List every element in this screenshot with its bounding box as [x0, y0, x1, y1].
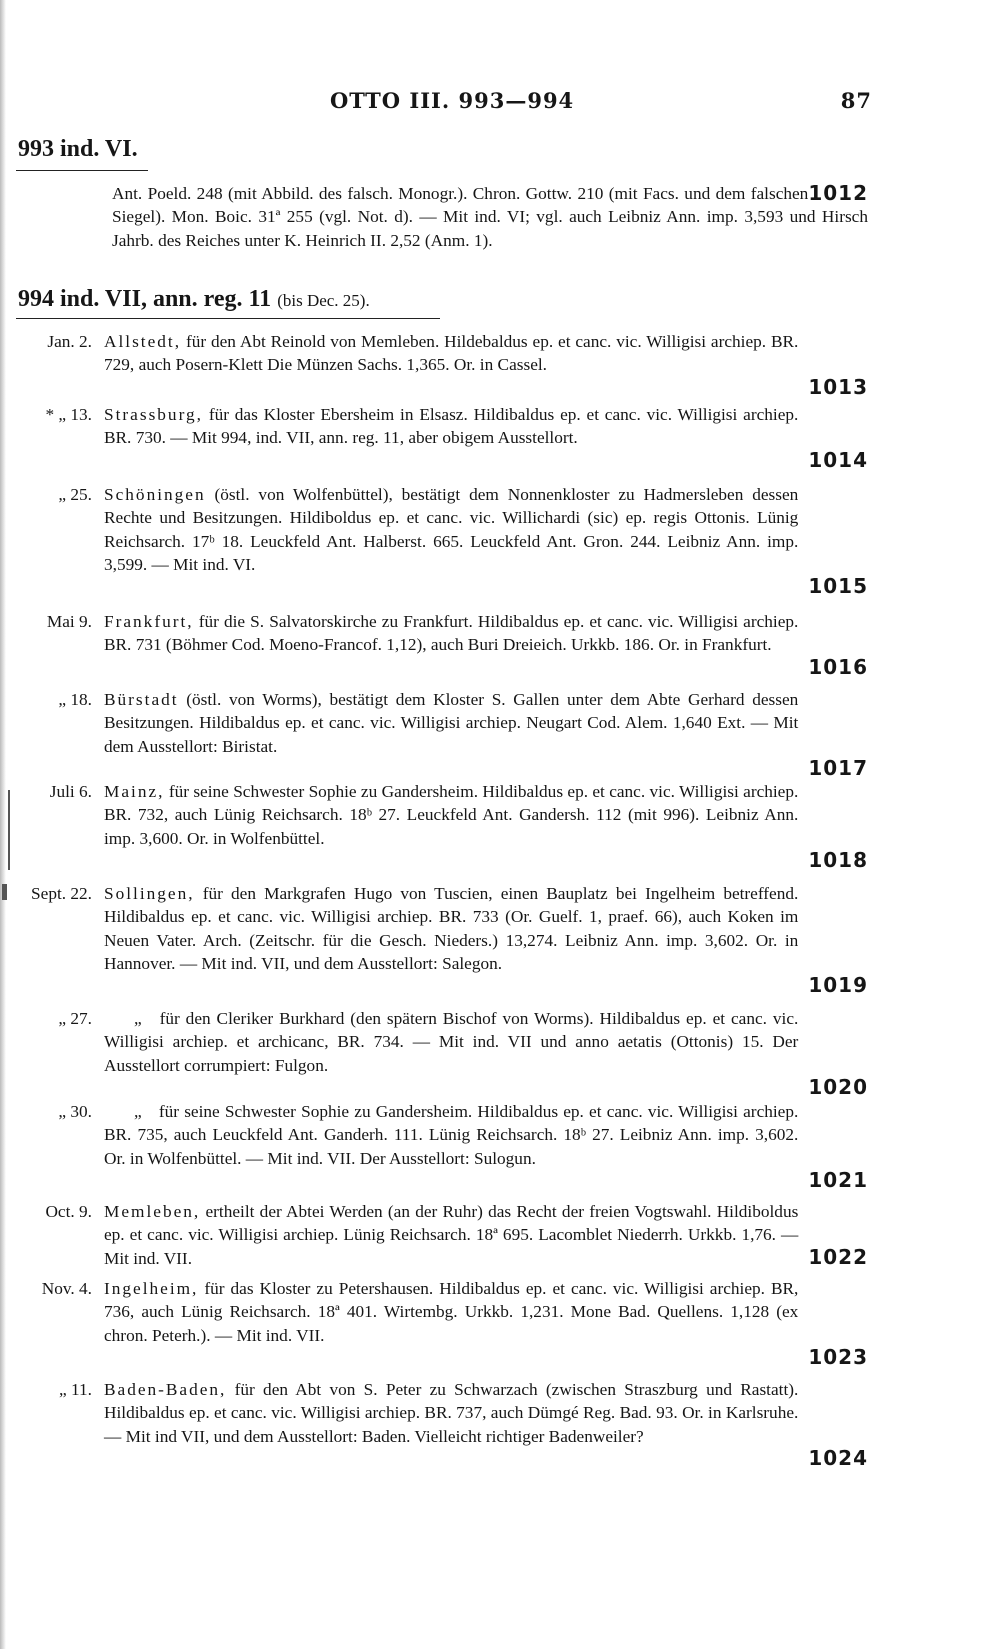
page-number: 87 [840, 88, 872, 113]
entry-number: 1020 [808, 1075, 868, 1099]
entry-text: für seine Schwester Sophie zu Gandersheim. Hildibaldus ep. et canc. vic. Willigisi archiep. BR. 732, auch Lünig Reichsarch. 18ᵇ 27. Leuckfeld Ant. Gandersh. 112 (mit 996). Leibniz Ann. imp. 3,600. Or. in Wolfenbüttel. [104, 782, 799, 848]
entry-text: für das Kloster Ebersheim in Elsasz. Hildibaldus ep. et canc. vic. Willigisi archiep. BR. 730. — Mit 994, ind. VII, ann. reg. 11, aber obigem Ausstellort. [104, 405, 799, 448]
scan-edge [0, 0, 6, 1649]
entry-number: 1021 [808, 1168, 868, 1192]
entry-date: Juli 6. [49, 782, 92, 801]
entry-place: Strassburg, [104, 405, 203, 424]
entry-body [104, 1277, 868, 1369]
intro-text: Ant. Poeld. 248 (mit Abbild. des falsch. Monogr.). Chron. Gottw. 210 (mit Facs. und dem falschen Siegel). Mon. Boic. 31ª 255 (vgl. Not. d). — Mit ind. VI; vgl. auch Leibniz Ann. imp. 3,593 und Hirsch Jahrb. des Reiches unter K. Heinrich II. 2,52 (Anm. 1). [112, 184, 868, 250]
entry-number: 1018 [808, 848, 868, 872]
entry-text: für die S. Salvatorskirche zu Frankfurt. Hildibaldus ep. et canc. vic. Willigisi archiep. BR. 731 (Böhmer Cod. Moeno-Francof. 1,12), auch Buri Dreieich. Urkkb. 186. Or. in Frankfurt. [104, 612, 799, 655]
entry-body [104, 1200, 868, 1270]
page-title: OTTO III. 993—994 [330, 88, 575, 113]
entry-date: Jan. 2. [47, 332, 92, 351]
entry-number: 1014 [808, 448, 868, 472]
entry-date: „ 11. [59, 1380, 92, 1399]
entry-number: 1017 [808, 756, 868, 780]
entry-number: 1012 [808, 181, 868, 205]
year-heading-994: 994 ind. VII, ann. reg. 11 (bis Dec. 25). [18, 286, 370, 312]
year-note: (bis Dec. 25). [277, 291, 370, 310]
entry-date: Oct. 9. [45, 1202, 92, 1221]
entry-body [104, 688, 868, 780]
entry-number: 1024 [808, 1446, 868, 1470]
entry-body [104, 780, 868, 872]
entry-date: „ 18. [58, 690, 92, 709]
entry-place: „ [134, 1102, 144, 1121]
entry-date: „ 27. [58, 1009, 92, 1028]
entry-date: Mai 9. [46, 612, 92, 631]
entry-text: ertheilt der Abtei Werden (an der Ruhr) das Recht der freien Vogtswahl. Hildiboldus ep. et canc. vic. Willigisi archiep. Lünig Reichsarch. 18ª 695. Lacomblet Niederrh. Urkkb. 1,76. — Mit ind. VII. [104, 1202, 799, 1268]
entry-text: (östl. von Worms), bestätigt dem Kloster S. Gallen unter dem Abte Gerhard dessen Besitzungen. Hildibaldus ep. et canc. vic. Willigisi archiep. Neugart Cod. Alem. 1,640 Ext. — Mit dem Ausstellort: Biristat. [104, 690, 799, 756]
entry-body [104, 483, 868, 598]
entry-text: für seine Schwester Sophie zu Gandersheim. Hildibaldus ep. et canc. vic. Willigisi archiep. BR. 735, auch Leuckfeld Ant. Ganderh. 111. Lünig Reichsarch. 18ᵇ 27. Leibniz Ann. imp. 3,602. Or. in Wolfenbüttel. — Mit ind. VII. Der Ausstellort: Sulogun. [104, 1102, 799, 1168]
entry-place: Allstedt, [104, 332, 182, 351]
entry-date: Nov. 4. [41, 1279, 92, 1298]
entry-number: 1016 [808, 655, 868, 679]
entry-text: (östl. von Wolfenbüttel), bestätigt dem Nonnenkloster zu Hadmersleben dessen Rechte und Besitzungen. Hildiboldus ep. et canc. vic. Willichardi (sic) ep. regis Ottonis. Lünig Reichsarch. 17ᵇ 18. Leuckfeld Ant. Halberst. 665. Leuckfeld Ant. Gron. 244. Leibniz Ann. imp. 3,599. — Mit ind. VI. [104, 485, 799, 574]
entry-place: Mainz, [104, 782, 165, 801]
entry-date: „ 30. [58, 1102, 92, 1121]
entry-place: Memleben, [104, 1202, 201, 1221]
intro-paragraph [112, 182, 868, 252]
entry-text: für den Markgrafen Hugo von Tuscien, einen Bauplatz bei Ingelheim betreffend. Hildibaldus ep. et canc. vic. Willigisi archiep. BR. 733 (Or. Guelf. 1, praef. 66), auch Koken im Neuen Vater. Arch. (Zeitschr. für die Gesch. Nieders.) 13,274. Leibniz Ann. imp. 3,602. Or. in Hannover. — Mit ind. VII, und dem Ausstellort: Salegon. [104, 884, 799, 973]
entry-text: für den Cleriker Burkhard (den spätern Bischof von Worms). Hildibaldus ep. et canc. vic. Willigisi archiep. et archicanc, BR. 734. — Mit ind. VII und anno aetatis (Ottonis) 15. Der Ausstellort corrumpiert: Fulgon. [104, 1009, 799, 1075]
entry-number: 1022 [808, 1245, 868, 1269]
entry-number: 1015 [808, 574, 868, 598]
heading-rule [16, 318, 440, 319]
entry-body [104, 1007, 868, 1099]
margin-mark [8, 790, 10, 870]
entry-place: Frankfurt, [104, 612, 194, 631]
entry-number: 1019 [808, 973, 868, 997]
year-heading-993: 993 ind. VI. [18, 136, 138, 162]
heading-rule [16, 170, 148, 171]
entry-place: Sollingen, [104, 884, 195, 903]
entry-place: Bürstadt [104, 690, 179, 709]
entry-text: für das Kloster zu Petershausen. Hildibaldus ep. et canc. vic. Willigisi archiep. BR, 736, auch Lünig Reichsarch. 18ª 401. Wirtembg. Urkkb. 1,231. Mone Bad. Quellens. 1,128 (ex chron. Peterh.). — Mit ind. VII. [104, 1279, 799, 1345]
entry-text: für den Abt von S. Peter zu Schwarzach (zwischen Straszburg und Rastatt). Hildibaldus ep. et canc. vic. Willigisi archiep. BR. 737, auch Dümgé Reg. Bad. 93. Or. in Karlsruhe. — Mit ind VII, und dem Ausstellort: Baden. Vielleicht richtiger Badenweiler? [104, 1380, 799, 1446]
running-header [0, 88, 1000, 122]
entry-place: „ [134, 1009, 144, 1028]
entry-date: „ 25. [58, 485, 92, 504]
entry-text: für den Abt Reinold von Memleben. Hildebaldus ep. et canc. vic. Willigisi archiep. BR. 729, auch Posern-Klett Die Münzen Sachs. 1,365. Or. in Cassel. [104, 332, 799, 375]
entry-body [104, 882, 868, 997]
entry-date: * „ 13. [45, 405, 92, 424]
entry-body [104, 330, 868, 399]
entry-number: 1013 [808, 375, 868, 399]
entry-place: Ingelheim, [104, 1279, 199, 1298]
entry-place: Baden-Baden, [104, 1380, 227, 1399]
entry-body [104, 403, 868, 472]
entry-body [104, 1100, 868, 1192]
entry-date: Sept. 22. [31, 884, 92, 903]
margin-mark [2, 884, 7, 900]
entry-body [104, 610, 868, 679]
entry-body [104, 1378, 868, 1470]
entry-number: 1023 [808, 1345, 868, 1369]
entry-place: Schöningen [104, 485, 206, 504]
